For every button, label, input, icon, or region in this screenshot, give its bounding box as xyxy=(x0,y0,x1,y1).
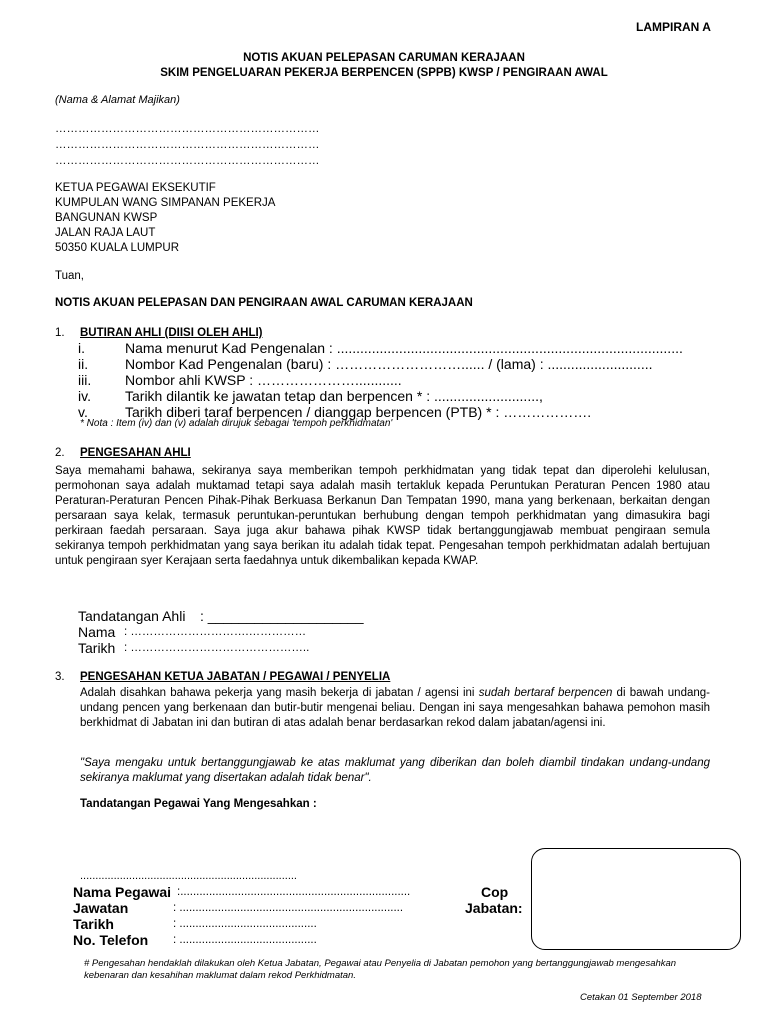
section2-heading: PENGESAHAN AHLI xyxy=(80,447,191,459)
recipient-line: JALAN RAJA LAUT xyxy=(55,227,156,239)
ic-number-field[interactable]: Nombor Kad Pengenalan (baru) : ………………………...... / (lama) : ........................... xyxy=(125,356,653,372)
appointment-date-field[interactable]: Tarikh dilantik ke jawatan tetap dan berpencen * : ..........................., xyxy=(125,388,543,404)
officer-name-field[interactable]: :........................................................................ xyxy=(177,886,411,898)
employer-dots-line: …………………………………………………………… xyxy=(55,139,320,151)
officer-date-field[interactable]: : ........................................... xyxy=(173,918,317,930)
section3-body-text: di bawah undang-undang pencen yang berkenaan dan butir-butir mengenai beliau. Dengan ini saya mengesahkan bahawa pemohon masih berkhidmat di Jabatan ini dan butiran di atas adalah benar berdasarkan rekod dalam jabatan/agensi ini. xyxy=(80,687,710,729)
section1-number: 1. xyxy=(55,327,65,339)
phone-label: No. Telefon xyxy=(73,932,149,948)
member-signature-label: Tandatangan Ahli xyxy=(78,608,186,624)
officer-date-label: Tarikh xyxy=(73,916,114,932)
officer-signature-label: Tandatangan Pegawai Yang Mengesahkan : xyxy=(80,798,317,810)
phone-field[interactable]: : ........................................... xyxy=(173,934,317,946)
item-numeral: iv. xyxy=(78,388,91,404)
section2-number: 2. xyxy=(55,447,65,459)
department-label: Jabatan: xyxy=(465,900,523,916)
recipient-line: BANGUNAN KWSP xyxy=(55,212,158,224)
employer-dots-line: …………………………………………………………… xyxy=(55,155,320,167)
member-date-field[interactable]: : ……………………………………….. xyxy=(124,642,310,654)
item-numeral: v. xyxy=(78,404,88,420)
employer-dots-line: …………………………………………………………… xyxy=(55,123,320,135)
pension-date-field[interactable]: Tarikh diberi taraf berpencen / dianggap berpencen (PTB) * : ………………. xyxy=(125,404,592,420)
officer-signature-line[interactable]: ....................................................................... xyxy=(80,870,297,882)
recipient-line: KETUA PEGAWAI EKSEKUTIF xyxy=(55,182,216,194)
member-name-sign-field[interactable]: : ………………………….…………… xyxy=(124,626,307,638)
section2-body: Saya memahami bahawa, sekiranya saya memberikan tempoh perkhidmatan yang tidak tepat dan diperolehi kelulusan, permohonan saya adalah muktamad tetapi saya adalah masih tertakluk kepada Peruntukan Peraturan Pencen 1980 atau Peraturan-Peraturan Pencen Pihak-Pihak Berkuasa Berkanun Dan Tempatan 1990, mana yang berkenaan, berkaitan dengan persaraan saya kelak, termasuk peruntukan-peruntukan berhubung dengan tempoh perkhidmatan yang dimasukira bagi perkiraan faedah persaraan. Saya juga akur bahawa pihak KWSP tidak bertanggungjawab membuat pengiraan semula sekiranya tempoh perkhidmatan yang saya berikan itu adalah tidak tepat. Pengesahan tempoh perkhidmatan adalah bertujuan untuk pengiraan syer Kerajaan serta faedahnya untuk dikembalikan kepada KWAP. xyxy=(55,465,710,567)
recipient-line: KUMPULAN WANG SIMPANAN PEKERJA xyxy=(55,197,276,209)
annex-label: LAMPIRAN A xyxy=(636,20,711,34)
salutation: Tuan, xyxy=(55,270,84,282)
kwsp-number-field[interactable]: Nombor ahli KWSP : …………………............ xyxy=(125,372,402,388)
position-field[interactable]: : ...................................................................... xyxy=(173,902,404,914)
member-name-label: Nama xyxy=(78,624,116,640)
item-numeral: ii. xyxy=(78,356,89,372)
recipient-line: 50350 KUALA LUMPUR xyxy=(55,242,180,254)
form-title-line1: NOTIS AKUAN PELEPASAN CARUMAN KERAJAAN xyxy=(243,52,525,64)
print-date: Cetakan 01 September 2018 xyxy=(580,992,702,1003)
member-name-field[interactable]: Nama menurut Kad Pengenalan : ......................................................................................... xyxy=(125,340,683,356)
section3-body-emphasis: sudah bertaraf berpencen xyxy=(478,687,613,699)
section1-heading: BUTIRAN AHLI (DIISI OLEH AHLI) xyxy=(80,327,263,339)
item-numeral: iii. xyxy=(78,372,92,388)
section1-note: * Nota : Item (iv) dan (v) adalah dirujuk sebagai 'tempoh perkhidmatan' xyxy=(80,418,393,429)
form-title-line2: SKIM PENGELUARAN PEKERJA BERPENCEN (SPPB) KWSP / PENGIRAAN AWAL xyxy=(160,67,608,79)
section3-heading: PENGESAHAN KETUA JABATAN / PEGAWAI / PENYELIA xyxy=(80,671,391,683)
position-label: Jawatan xyxy=(73,900,129,916)
subject-heading: NOTIS AKUAN PELEPASAN DAN PENGIRAAN AWAL CARUMAN KERAJAAN xyxy=(55,297,473,309)
section3-body-text: Adalah disahkan bahawa pekerja yang masih bekerja di jabatan / agensi ini xyxy=(80,687,479,699)
member-signature-field[interactable]: : ____________________ xyxy=(200,608,364,624)
section3-body xyxy=(80,686,710,731)
footnote: # Pengesahan hendaklah dilakukan oleh Ketua Jabatan, Pegawai atau Penyelia di Jabatan pemohon yang bertanggungjawab mengesahkan kebenaran dan kesahihan maklumat dalam rekod Perkhidmatan. xyxy=(84,958,677,981)
cop-label: Cop xyxy=(481,884,509,900)
section3-number: 3. xyxy=(55,671,65,683)
employer-label: (Nama & Alamat Majikan) xyxy=(55,94,180,106)
member-date-label: Tarikh xyxy=(78,640,116,656)
officer-name-label: Nama Pegawai xyxy=(73,884,172,900)
declaration-quote: "Saya mengaku untuk bertanggungjawab ke atas maklumat yang diberikan dan boleh diambil tindakan undang-undang sekiranya maklumat yang disertakan adalah tidak benar". xyxy=(80,757,710,784)
stamp-box[interactable] xyxy=(531,848,741,950)
item-numeral: i. xyxy=(78,340,85,356)
